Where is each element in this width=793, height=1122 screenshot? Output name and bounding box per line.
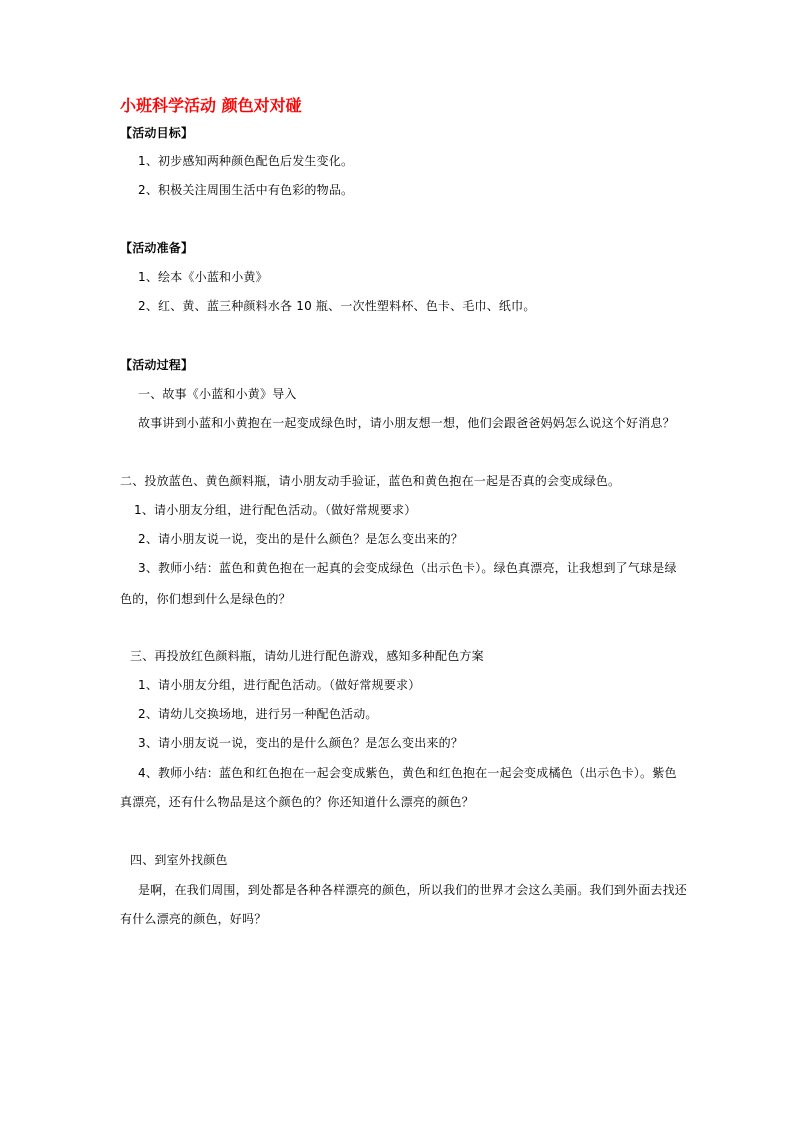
preparation-item-1: 1、绘本《小蓝和小黄》: [138, 270, 268, 284]
process-part3-title: 三、再投放红色颜料瓶，请幼儿进行配色游戏，感知多种配色方案: [130, 649, 484, 663]
section-heading-process: 【活动过程】: [120, 358, 194, 372]
process-part2-item-3-continued: 色的，你们想到什么是绿色的？: [120, 592, 291, 606]
process-part3-item-4-continued: 真漂亮，还有什么物品是这个颜色的？你还知道什么漂亮的颜色？: [120, 795, 474, 809]
section-heading-goals: 【活动目标】: [120, 126, 194, 140]
process-part2-item-1: 1、请小朋友分组，进行配色活动。（做好常规要求）: [134, 503, 417, 517]
process-part2-item-3: 3、教师小结：蓝色和黄色抱在一起真的会变成绿色（出示色卡）。绿色真漂亮，让我想到了气球是绿: [138, 561, 677, 575]
process-part3-item-1: 1、请小朋友分组，进行配色活动。（做好常规要求）: [138, 678, 421, 692]
process-part3-item-2: 2、请幼儿交换场地，进行另一种配色活动。: [138, 707, 378, 721]
process-part2-title: 二、投放蓝色、黄色颜料瓶，请小朋友动手验证，蓝色和黄色抱在一起是否真的会变成绿色。: [120, 474, 621, 488]
goal-item-1: 1、初步感知两种颜色配色后发生变化。: [138, 154, 354, 168]
process-part2-item-2: 2、请小朋友说一说，变出的是什么颜色？是怎么变出来的？: [138, 532, 464, 546]
process-part4-text: 是啊，在我们周围，到处都是各种各样漂亮的颜色，所以我们的世界才会这么美丽。我们到外面去找还: [138, 883, 688, 897]
process-part4-text-continued: 有什么漂亮的颜色，好吗？: [120, 912, 267, 926]
goal-item-2: 2、积极关注周围生活中有色彩的物品。: [138, 183, 354, 197]
preparation-item-2: 2、红、黄、蓝三种颜料水各 10 瓶、一次性塑料杯、色卡、毛巾、纸巾。: [138, 299, 536, 313]
process-part3-item-4: 4、教师小结：蓝色和红色抱在一起会变成紫色，黄色和红色抱在一起会变成橘色（出示色卡）。紫色: [138, 766, 677, 780]
process-part1-title: 一、故事《小蓝和小黄》导入: [138, 387, 297, 401]
document-title: 小班科学活动 颜色对对碰: [120, 96, 302, 115]
process-part3-item-3: 3、请小朋友说一说，变出的是什么颜色？是怎么变出来的？: [138, 736, 464, 750]
process-part1-text: 故事讲到小蓝和小黄抱在一起变成绿色时，请小朋友想一想，他们会跟爸爸妈妈怎么说这个好消息？: [138, 416, 675, 430]
process-part4-title: 四、到室外找颜色: [130, 853, 228, 867]
section-heading-preparation: 【活动准备】: [120, 241, 194, 255]
